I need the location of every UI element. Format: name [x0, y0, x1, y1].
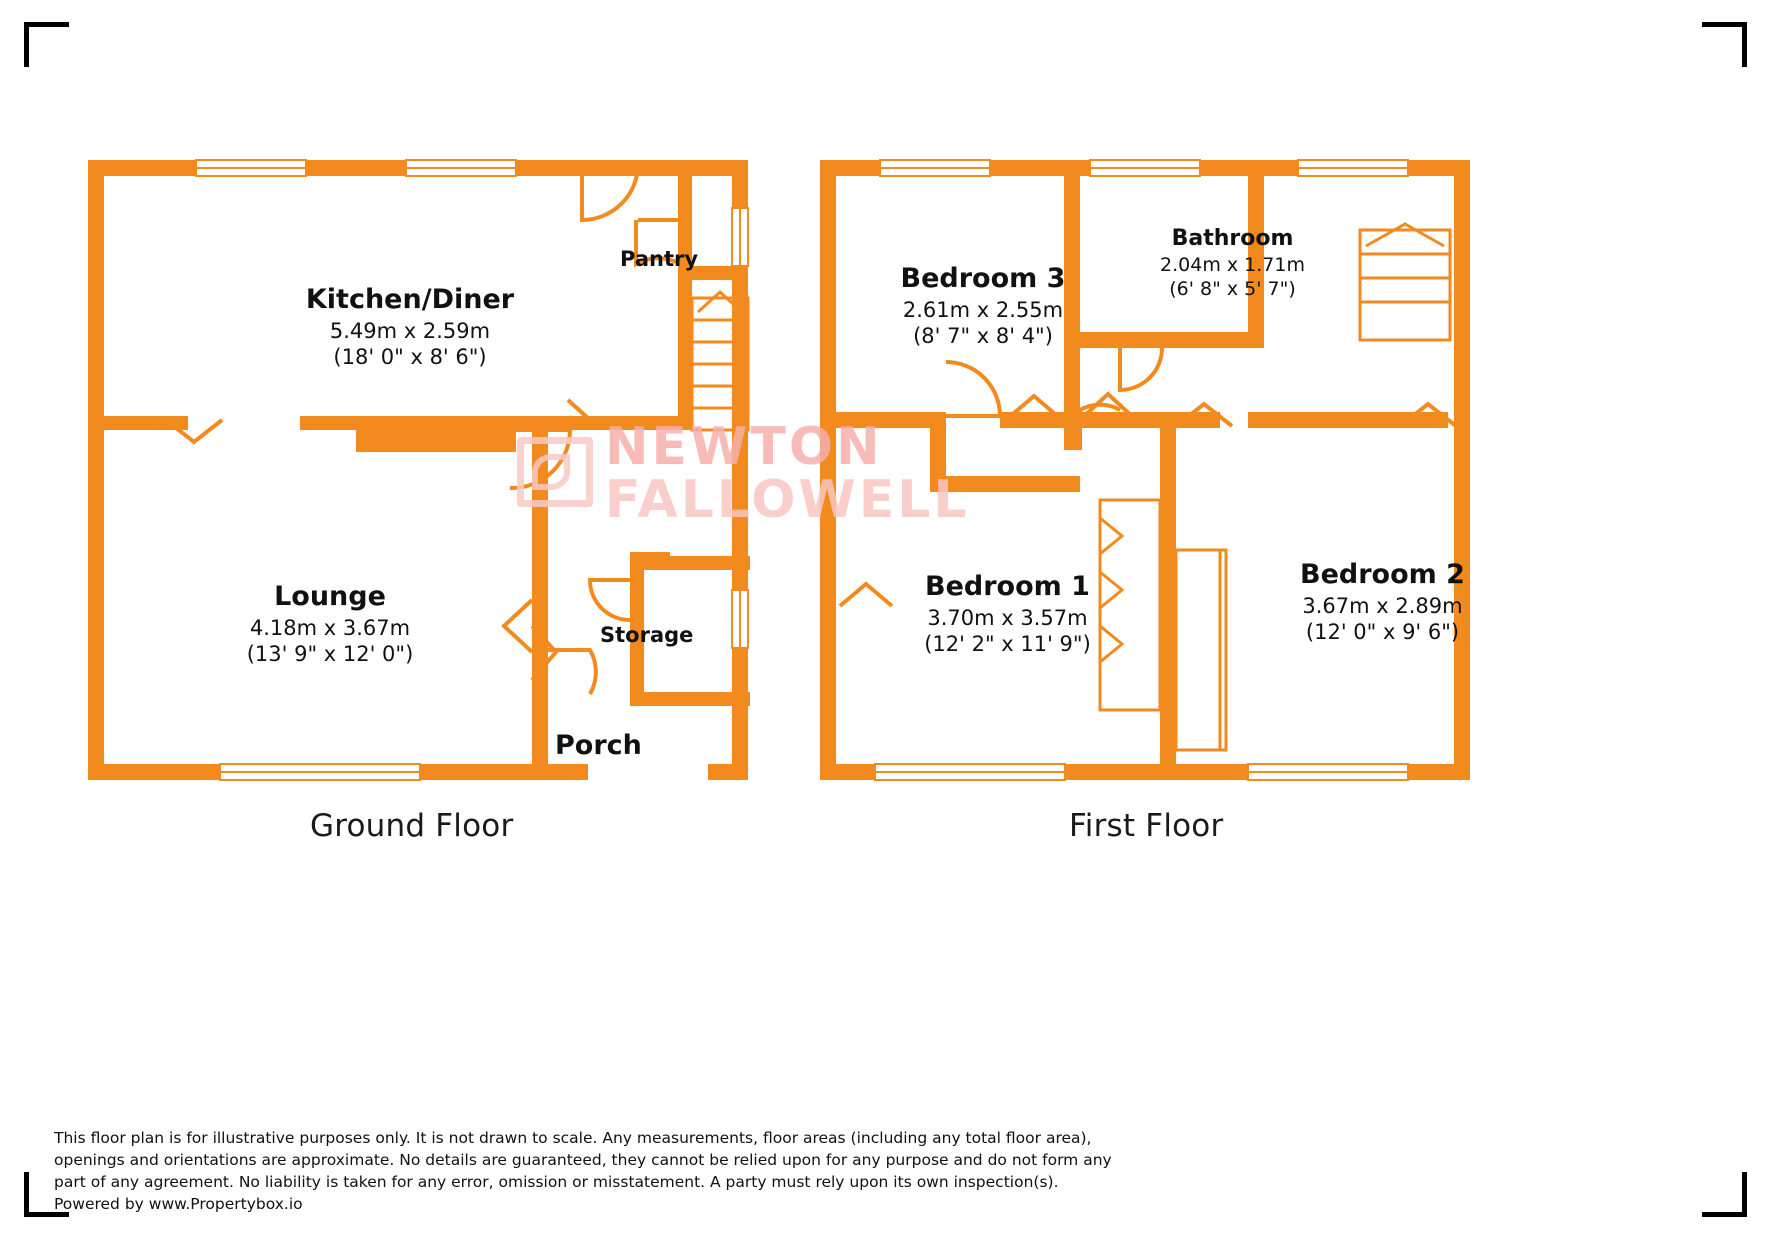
room-dimension-metric: 4.18m x 3.67m [249, 615, 411, 640]
room-label-bedroom-2 [1255, 558, 1510, 646]
room-label-bedroom-1 [880, 570, 1135, 658]
room-dimension-imperial: (12' 2" x 11' 9") [924, 632, 1091, 657]
room-name: Bedroom 2 [1300, 559, 1465, 590]
room-label-bathroom [1105, 225, 1360, 302]
corner-mark-bottom-right [1702, 1172, 1747, 1217]
room-label-bedroom-3 [858, 262, 1108, 350]
room-name: Bedroom 3 [900, 263, 1066, 294]
room-label-pantry [620, 246, 740, 273]
room-dimension-metric: 3.67m x 2.89m [1302, 593, 1463, 618]
corner-mark-top-left [24, 22, 69, 67]
room-name: Bedroom 1 [925, 571, 1090, 602]
staircase-first [1100, 224, 1450, 750]
room-dimension-imperial: (12' 0" x 9' 6") [1305, 620, 1460, 645]
ground-floor-caption: Ground Floor [310, 808, 514, 844]
room-dimension-imperial: (18' 0" x 8' 6") [333, 345, 487, 370]
watermark-line-2: FALLOWELL [605, 470, 970, 531]
room-label-porch [555, 729, 695, 764]
room-dimension-imperial: (6' 8" x 5' 7") [1169, 278, 1296, 301]
room-name: Kitchen/Diner [305, 284, 515, 315]
corner-mark-top-right [1702, 22, 1747, 67]
room-dimension-imperial: (13' 9" x 12' 0") [246, 642, 414, 667]
room-name: Lounge [274, 581, 386, 612]
room-name: Storage [600, 623, 694, 647]
room-dimension-metric: 2.04m x 1.71m [1160, 254, 1305, 277]
room-label-storage [600, 622, 740, 649]
room-name: Porch [555, 730, 642, 761]
room-dimension-metric: 5.49m x 2.59m [329, 318, 491, 343]
room-name: Bathroom [1171, 226, 1294, 251]
room-dimension-metric: 2.61m x 2.55m [902, 297, 1064, 322]
room-dimension-imperial: (8' 7" x 8' 4") [913, 324, 1053, 349]
room-label-kitchen-diner [280, 283, 540, 371]
watermark-line-1: NEWTON [605, 417, 883, 477]
ground-floor-plan [70, 120, 770, 800]
disclaimer-text: This floor plan is for illustrative purposes only. It is not drawn to scale. Any measurements, floor areas (including any total floor area), openings and orientations are approximate. No details are guaranteed, they cannot be relied upon for any purpose and do not form any part of any agreement. No liability is taken for any error, omission or misstatement. A party must rely upon its own inspection(s). Powered by www.Propertybox.io [54, 1129, 1112, 1213]
room-label-lounge [200, 580, 460, 668]
first-floor-plan [800, 120, 1490, 800]
room-name: Pantry [620, 247, 699, 271]
room-dimension-metric: 3.70m x 3.57m [927, 605, 1088, 630]
first-floor-caption: First Floor [1069, 808, 1224, 844]
